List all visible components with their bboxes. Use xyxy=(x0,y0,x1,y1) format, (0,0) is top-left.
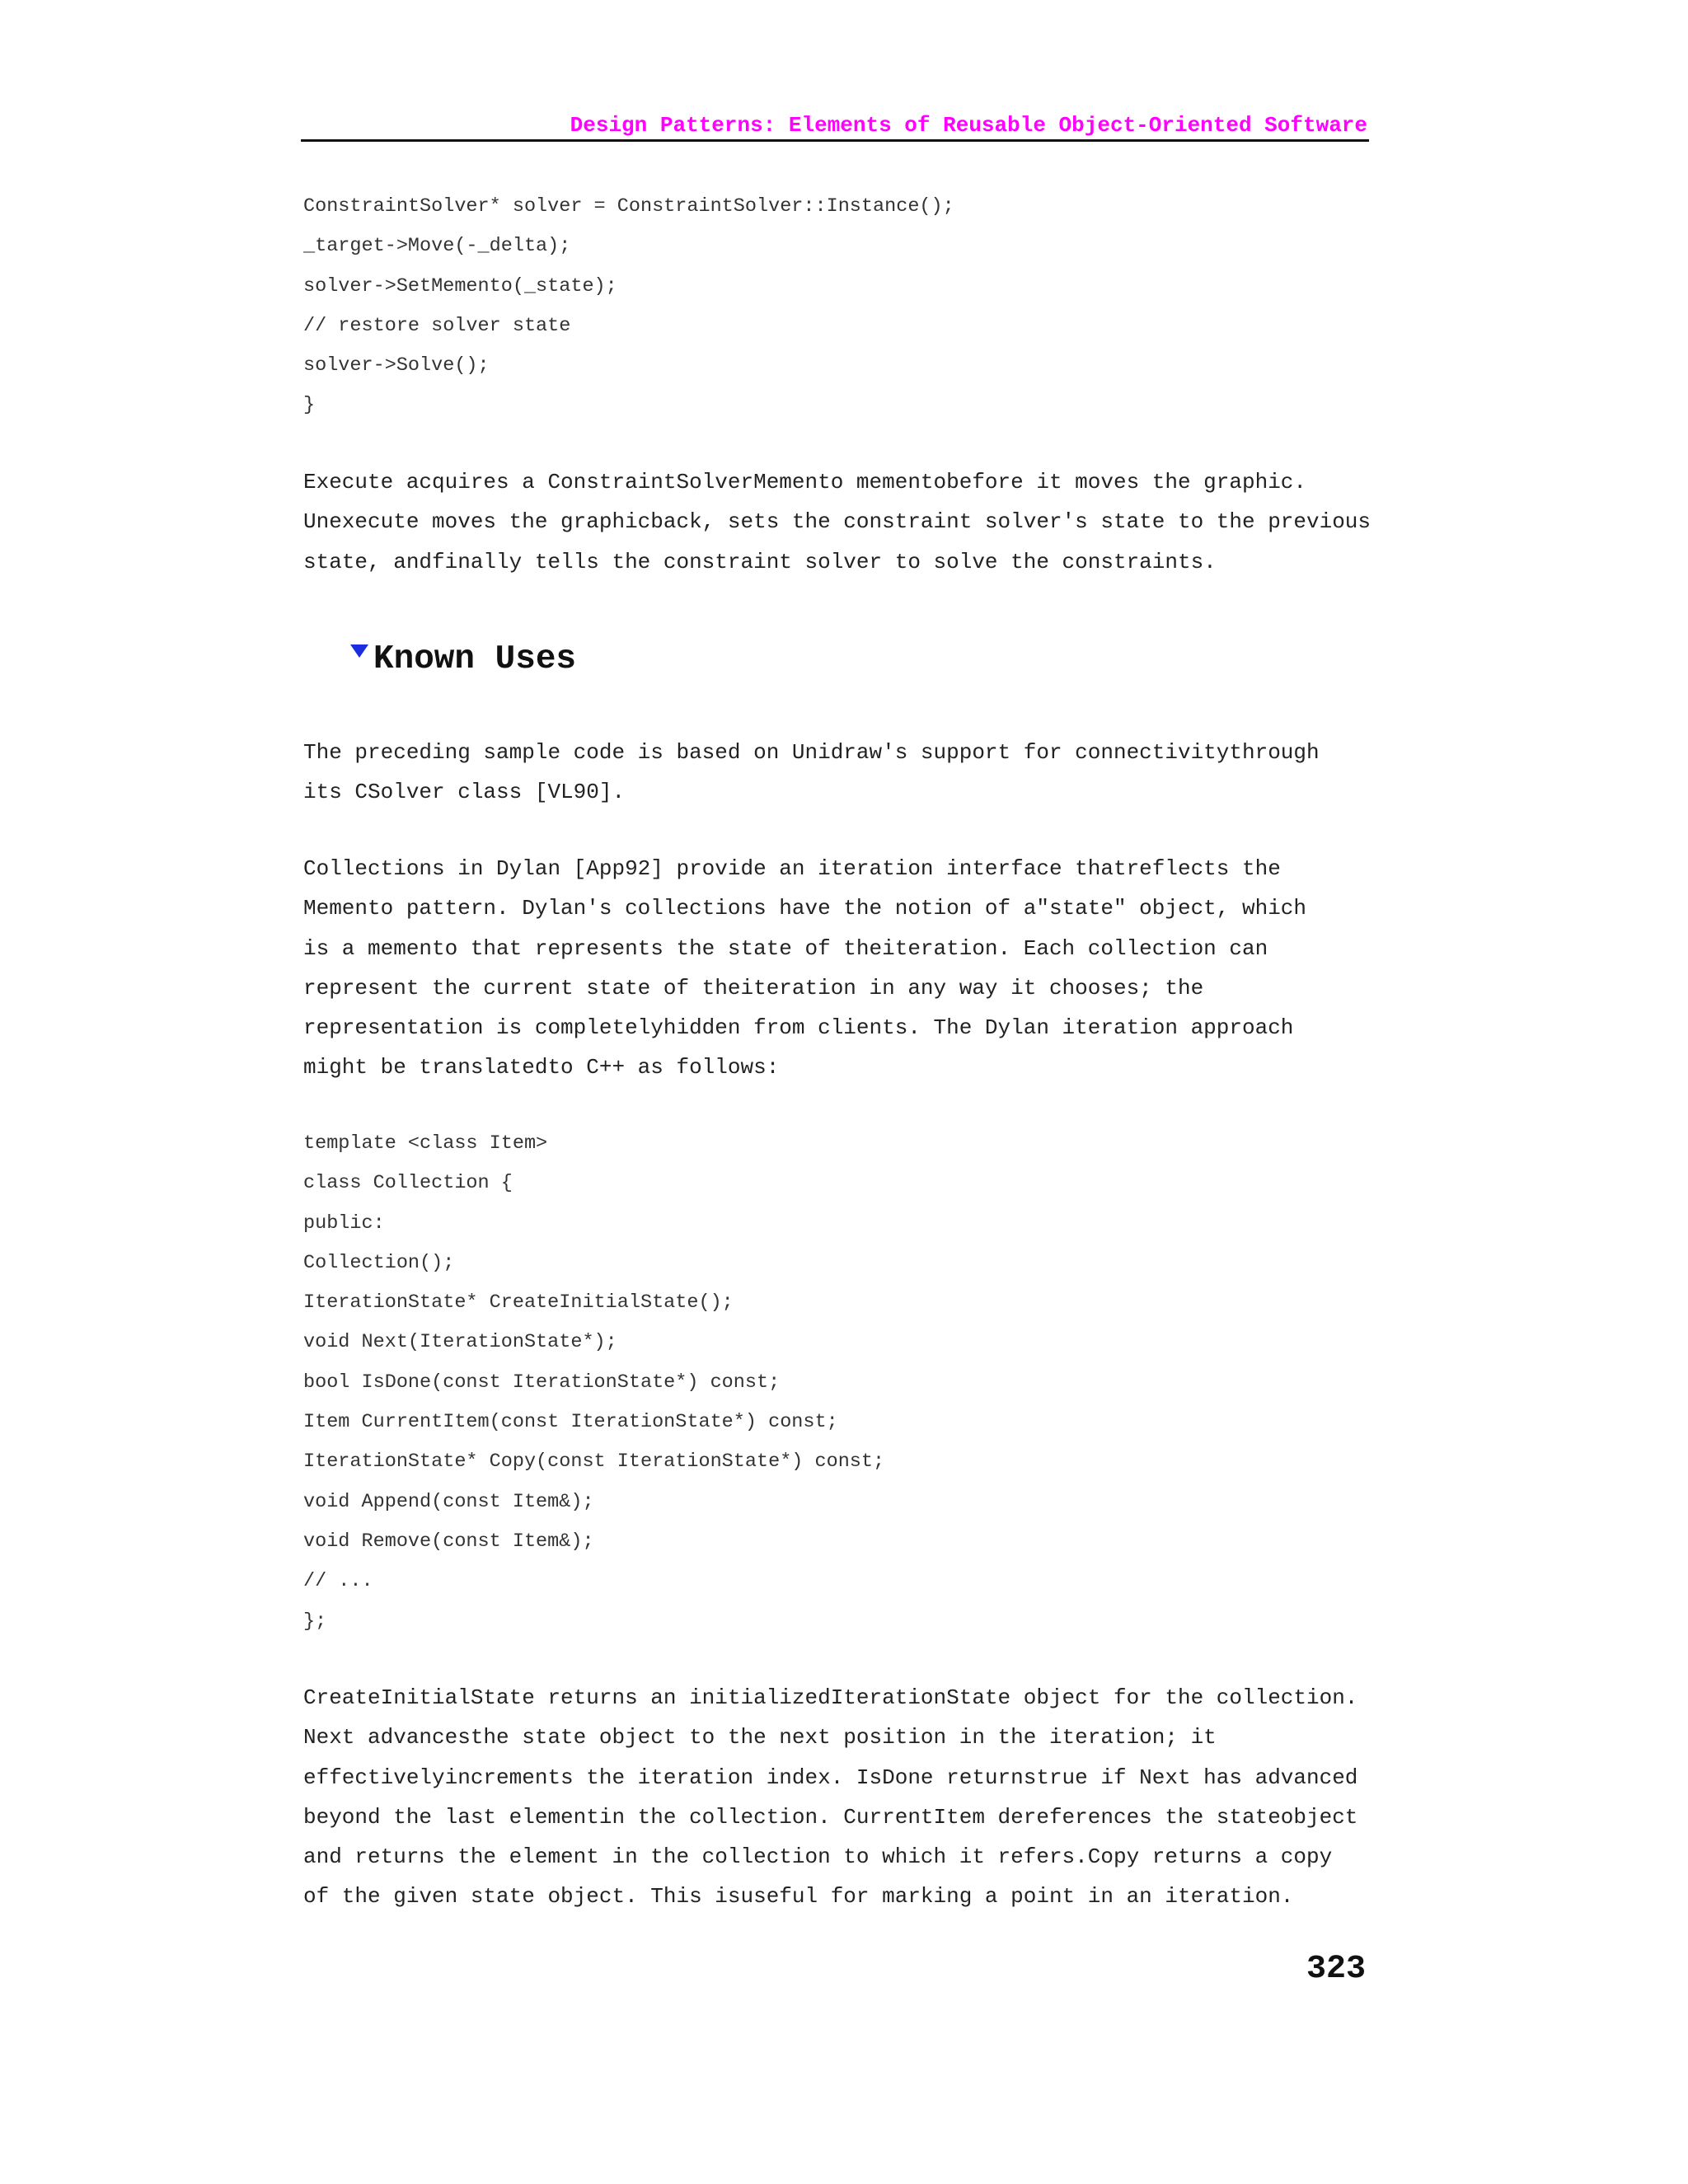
code-block-collection-class xyxy=(303,1124,884,1642)
text-line: Memento pattern. Dylan's collections have the notion of a"state" object, which xyxy=(303,896,1306,921)
code-line: ConstraintSolver* solver = ConstraintSolver::Instance(); xyxy=(303,195,954,218)
code-line: Collection(); xyxy=(303,1251,455,1274)
text-line: Execute acquires a ConstraintSolverMemento mementobefore it moves the graphic. xyxy=(303,470,1306,494)
section-title: Known Uses xyxy=(373,640,577,678)
paragraph-execute-unexecute xyxy=(303,462,1383,582)
text-line: might be translatedto C++ as follows: xyxy=(303,1055,780,1080)
text-line: CreateInitialState returns an initializedIterationState object for the collection. xyxy=(303,1685,1358,1710)
code-line: IterationState* CreateInitialState(); xyxy=(303,1291,734,1315)
text-line: representation is completelyhidden from clients. The Dylan iteration approach xyxy=(303,1015,1294,1041)
code-line: solver->Solve(); xyxy=(303,354,490,377)
code-line: _target->Move(-_delta); xyxy=(303,235,571,258)
code-line: bool IsDone(const IterationState*) const; xyxy=(303,1371,781,1394)
code-line: void Remove(const Item&); xyxy=(303,1530,594,1553)
text-line: and returns the element in the collection to which it refers.Copy returns a copy xyxy=(303,1844,1333,1870)
text-line: Collections in Dylan [App92] provide an iteration interface thatreflects the xyxy=(303,856,1281,881)
code-line: // restore solver state xyxy=(303,314,571,337)
triangle-down-icon xyxy=(350,644,368,658)
paragraph-dylan-collections xyxy=(303,849,1383,1088)
text-line: beyond the last elementin the collection. CurrentItem dereferences the stateobject xyxy=(303,1804,1358,1830)
section-heading-known-uses xyxy=(350,636,576,682)
code-line: template <class Item> xyxy=(303,1132,548,1155)
page-number: 323 xyxy=(1306,1951,1366,1988)
code-line: }; xyxy=(303,1610,327,1633)
text-line: Unexecute moves the graphicback, sets the constraint solver's state to the previous xyxy=(303,509,1372,535)
text-line: state, andfinally tells the constraint solver to solve the constraints. xyxy=(303,549,1217,574)
code-line: class Collection { xyxy=(303,1172,513,1195)
code-line: void Append(const Item&); xyxy=(303,1490,594,1513)
paragraph-iteration-methods xyxy=(303,1678,1383,1917)
code-line: Item CurrentItem(const IterationState*) const; xyxy=(303,1411,838,1434)
text-line: is a memento that represents the state of theiteration. Each collection can xyxy=(303,935,1268,961)
text-line: Next advancesthe state object to the next position in the iteration; it xyxy=(303,1725,1217,1750)
code-line: public: xyxy=(303,1212,385,1235)
code-line: } xyxy=(303,394,316,417)
paragraph-unidraw xyxy=(303,733,1383,813)
text-line: represent the current state of theiteration in any way it chooses; the xyxy=(303,975,1204,1001)
code-line: // ... xyxy=(303,1570,373,1593)
code-line: void Next(IterationState*); xyxy=(303,1331,617,1354)
text-line: of the given state object. This isuseful for marking a point in an iteration. xyxy=(303,1884,1294,1910)
text-line: effectivelyincrements the iteration index. IsDone returnstrue if Next has advanced xyxy=(303,1765,1358,1790)
code-block-restore-state xyxy=(303,187,954,426)
code-line: IterationState* Copy(const IterationState*) const; xyxy=(303,1451,885,1474)
text-line: its CSolver class [VL90]. xyxy=(303,780,626,805)
text-line: The preceding sample code is based on Unidraw's support for connectivitythrough xyxy=(303,740,1320,765)
running-header: Design Patterns: Elements of Reusable Object-Oriented Software xyxy=(570,113,1367,138)
header-divider xyxy=(301,139,1369,142)
code-line: solver->SetMemento(_state); xyxy=(303,274,617,298)
